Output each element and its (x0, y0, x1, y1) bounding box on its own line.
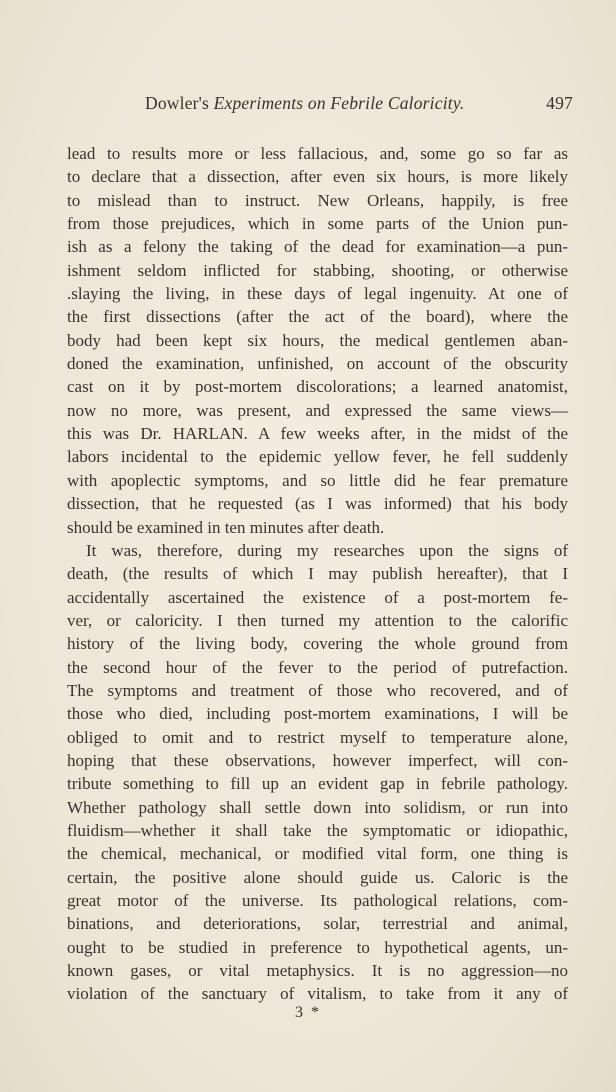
text-line: ishment seldom inflicted for stabbing, shooting, or otherwise (67, 260, 568, 280)
text-line: cast on it by post-mortem discolorations; a learned anatomist, (67, 377, 568, 397)
text-line: death, (the results of which I may publish hereafter), that I (67, 564, 568, 584)
text-line: the second hour of the fever to the period of putrefaction. (67, 657, 568, 677)
text-line: binations, and deteriorations, solar, terrestrial and animal, (67, 914, 568, 934)
text-line: labors incidental to the epidemic yellow fever, he fell suddenly (67, 447, 568, 467)
text-line: the first dissections (after the act of the board), where the (67, 307, 568, 327)
page-number: 497 (546, 93, 573, 113)
text-line: accidentally ascertained the existence of a post-mortem fe- (67, 587, 568, 607)
paragraph-first-line: It was, therefore, during my researches upon the signs of (86, 540, 568, 560)
text-line: .slaying the living, in these days of legal ingenuity. At one of (67, 284, 568, 304)
text-line: this was Dr. HARLAN. A few weeks after, in the midst of the (67, 424, 568, 444)
text-line: should be examined in ten minutes after death. (67, 517, 385, 537)
text-line: body had been kept six hours, the medical gentlemen aban- (67, 330, 568, 350)
body-text (67, 142, 568, 1006)
text-line: ought to be studied in preference to hypothetical agents, un- (67, 937, 568, 957)
text-line: dissection, that he requested (as I was informed) that his body (67, 494, 568, 514)
text-line: obliged to omit and to restrict myself to temperature alone, (67, 727, 568, 747)
header-title: Experiments on Febrile Caloricity. (213, 93, 465, 113)
text-line: the chemical, mechanical, or modified vital form, one thing is (67, 844, 568, 864)
text-line: now no more, was present, and expressed the same views— (67, 400, 568, 420)
running-title (145, 93, 464, 114)
text-line: ish as a felony the taking of the dead for examination—a pun- (67, 237, 568, 257)
text-line: lead to results more or less fallacious, and, some go so far as (67, 144, 568, 163)
text-line: certain, the positive alone should guide us. Caloric is the (67, 867, 568, 887)
signature-mark: 3 * (295, 1004, 321, 1021)
header-author: Dowler's (145, 93, 210, 113)
text-line: tribute something to fill up an evident gap in febrile pathology. (67, 774, 568, 794)
text-line: those who died, including post-mortem examinations, I will be (67, 704, 568, 724)
text-line: known gases, or vital metaphysics. It is no aggression—no (67, 961, 568, 981)
text-line: to mislead than to instruct. New Orleans, happily, is free (67, 190, 568, 210)
text-line: history of the living body, covering the whole ground from (67, 634, 568, 654)
text-line: from those prejudices, which in some parts of the Union pun- (67, 214, 568, 234)
text-line: fluidism—whether it shall take the symptomatic or idiopathic, (67, 820, 568, 840)
text-line: doned the examination, unfinished, on account of the obscurity (67, 354, 568, 374)
text-line: to declare that a dissection, after even six hours, is more likely (67, 167, 568, 187)
text-line: violation of the sanctuary of vitalism, to take from it any of (67, 984, 568, 1004)
text-line: great motor of the universe. Its pathological relations, com- (67, 891, 568, 910)
text-line: The symptoms and treatment of those who recovered, and of (67, 680, 568, 700)
text-line: with apoplectic symptoms, and so little did he fear premature (67, 470, 568, 490)
text-line: hoping that these observations, however imperfect, will con- (67, 750, 568, 770)
text-line: ver, or caloricity. I then turned my attention to the calorific (67, 610, 568, 630)
text-line: Whether pathology shall settle down into solidism, or run into (67, 797, 568, 817)
